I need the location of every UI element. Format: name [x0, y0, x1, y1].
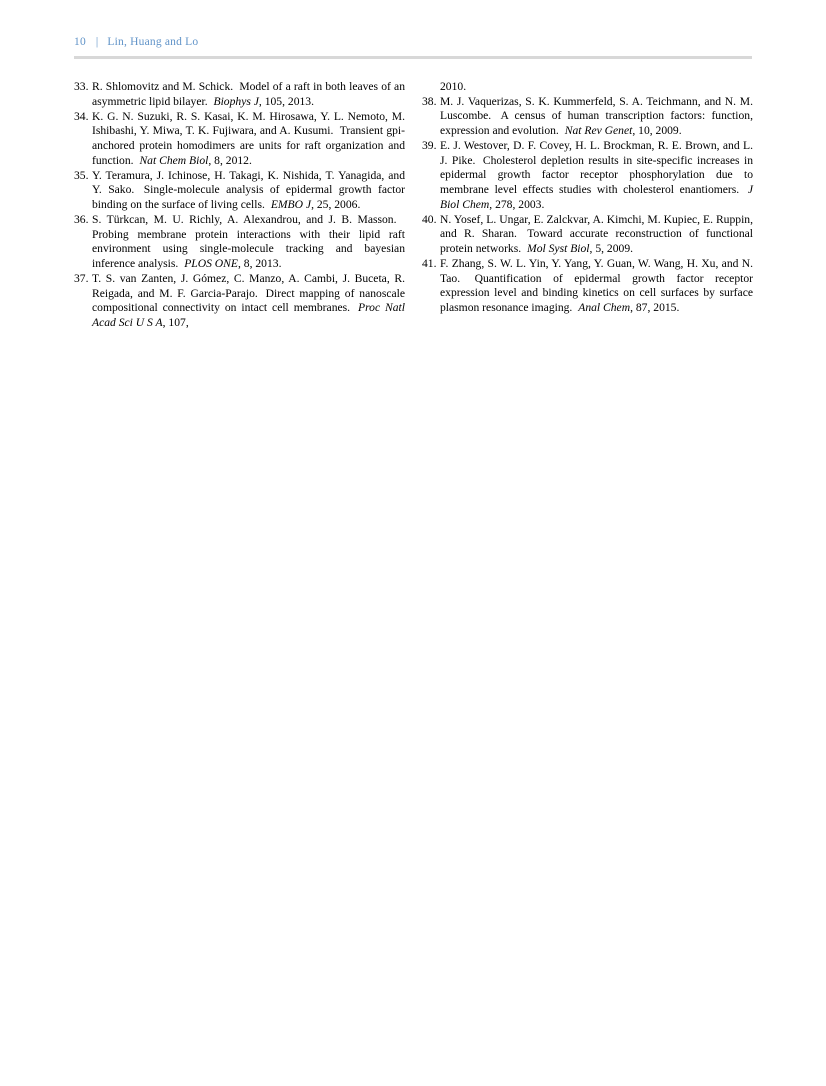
reference-year: 2013.	[287, 94, 314, 108]
reference-authors: N. Yosef, L. Ungar, E. Zalckvar, A. Kimchi, M. Kupiec, E. Ruppin, and R. Sharan.	[440, 212, 753, 241]
reference-journal: Mol Syst Biol	[527, 241, 590, 255]
reference-volume: 107,	[168, 316, 189, 329]
reference-entry: 38. M. J. Vaquerizas, S. K. Kummerfeld, S. A. Teichmann, and N. M. Luscombe. A census of human transcription factors: function, expression and evolution. Nat Rev Genet, 10, 2009.	[422, 94, 753, 137]
reference-title: Single-molecule analysis of epidermal growth factor binding on the surface of living cells.	[92, 183, 405, 211]
reference-year: 2003.	[518, 197, 545, 211]
reference-journal: Anal Chem	[578, 300, 631, 314]
reference-volume: 105	[264, 94, 283, 108]
header-rule	[74, 56, 752, 59]
reference-title: Direct mapping of nanoscale compositional connectivity on intact cell membranes.	[92, 286, 405, 315]
header-title: Lin, Huang and Lo	[107, 36, 199, 48]
reference-authors: R. Shlomovitz and M. Schick.	[92, 80, 234, 93]
reference-journal: EMBO J	[270, 198, 312, 211]
reference-entry: 34. K. G. N. Suzuki, R. S. Kasai, K. M. Hirosawa, Y. L. Nemoto, M. Ishibashi, Y. Miwa, T. K. Fujiwara, and A. Kusumi. Transient gpi-anchored protein homodimers are units for raft organization and function. Nat Chem Biol, 8, 2012.	[74, 109, 405, 167]
right-column	[422, 80, 753, 316]
reference-year: 2006.	[334, 198, 361, 211]
left-column	[74, 80, 405, 331]
reference-journal: PLOS ONE	[184, 257, 238, 270]
reference-number: 41.	[422, 257, 437, 270]
reference-number: 40.	[422, 212, 437, 226]
reference-title: A census of human transcription factors: function, expression and evolution.	[440, 109, 753, 137]
reference-number: 38.	[422, 94, 437, 108]
reference-year: 2015.	[653, 300, 680, 314]
reference-title: Probing membrane protein interactions with their lipid raft environment using single-molecule tracking and bayesian inference analysis.	[92, 227, 405, 270]
reference-title: Toward accurate reconstruction of functional protein networks.	[440, 227, 753, 255]
page-number: 10	[74, 36, 86, 48]
reference-year: 2013.	[255, 257, 282, 270]
reference-list-right	[422, 95, 753, 316]
reference-title: Transient gpi-anchored protein homodimers are units for raft organization and function.	[92, 124, 405, 167]
reference-title: Quantification of epidermal growth factor receptor expression level and binding kinetics on cell surfaces by surface plasmon resonance imaging.	[440, 271, 753, 314]
reference-number: 35.	[74, 168, 89, 182]
reference-authors: K. G. N. Suzuki, R. S. Kasai, K. M. Hirosawa, Y. L. Nemoto, M. Ishibashi, Y. Miwa, T. K. Fujiwara, and A. Kusumi.	[92, 109, 405, 138]
reference-list-left	[74, 80, 405, 331]
reference-authors: T. S. van Zanten, J. Gómez, C. Manzo, A. Cambi, J. Buceta, R. Reigada, and M. F. Garcia-Parajo.	[92, 272, 405, 300]
reference-year: 2012.	[225, 153, 252, 167]
reference-entry: 37. T. S. van Zanten, J. Gómez, C. Manzo, A. Cambi, J. Buceta, R. Reigada, and M. F. Garcia-Parajo. Direct mapping of nanoscale compositional connectivity on intact cell membranes. Proc Natl Acad Sci U S A, 107,	[74, 272, 405, 329]
reference-authors: M. J. Vaquerizas, S. K. Kummerfeld, S. A. Teichmann, and N. M. Luscombe.	[440, 94, 753, 123]
reference-volume: 87	[635, 300, 648, 314]
reference-authors: S. Türkcan, M. U. Richly, A. Alexandrou, and J. B. Masson.	[92, 213, 397, 227]
reference-entry: 35. Y. Teramura, J. Ichinose, H. Takagi, K. Nishida, T. Yanagida, and Y. Sako. Single-molecule analysis of epidermal growth factor binding on the surface of living cells. EMBO J, 25, 2006.	[74, 168, 405, 211]
reference-authors: Y. Teramura, J. Ichinose, H. Takagi, K. Nishida, T. Yanagida, and Y. Sako.	[92, 168, 405, 197]
running-header	[74, 34, 754, 50]
reference-title: Cholesterol depletion results in site-specific increases in epidermal growth factor receptor phosphorylation due to membrane level effects studies with cholesterol enantiomers.	[440, 153, 753, 196]
reference-journal: J Biol Chem	[440, 182, 753, 211]
reference-number: 39.	[422, 139, 437, 152]
reference-entry: 36. S. Türkcan, M. U. Richly, A. Alexandrou, and J. B. Masson. Probing membrane protein interactions with their lipid raft environment using single-molecule tracking and bayesian inference analysis. PLOS ONE, 8, 2013.	[74, 213, 405, 270]
reference-volume: 25	[316, 198, 329, 211]
reference-year: 2009.	[606, 241, 634, 255]
reference-authors: E. J. Westover, D. F. Covey, H. L. Brockman, R. E. Brown, and L. J. Pike.	[440, 139, 753, 167]
reference-entry: 40. N. Yosef, L. Ungar, E. Zalckvar, A. Kimchi, M. Kupiec, E. Ruppin, and R. Sharan. Toward accurate reconstruction of functional protein networks. Mol Syst Biol, 5, 2009.	[422, 212, 753, 255]
reference-entry: 33. R. Shlomovitz and M. Schick. Model of a raft in both leaves of an asymmetric lipid bilayer. Biophys J, 105, 2013.	[74, 80, 405, 108]
reference-volume: 8	[243, 257, 250, 270]
reference-journal: Nat Chem Biol	[139, 153, 209, 167]
reference-journal: Biophys J	[213, 94, 259, 108]
reference-number: 34.	[74, 109, 89, 123]
reference-number: 33.	[74, 80, 89, 93]
reference-journal: Nat Rev Genet	[564, 123, 633, 137]
reference-volume: 8	[214, 153, 220, 167]
reference-volume: 10	[638, 123, 650, 137]
reference-volume: 278	[495, 197, 513, 211]
reference-number: 37.	[74, 272, 89, 286]
reference-continuation: 2010.	[440, 80, 467, 93]
reference-journal: Proc Natl Acad Sci U S A	[92, 301, 405, 329]
reference-volume: 5	[595, 241, 602, 255]
reference-entry: 39. E. J. Westover, D. F. Covey, H. L. Brockman, R. E. Brown, and L. J. Pike. Cholesterol depletion results in site-specific increases in epidermal growth factor receptor phosphorylation due to membrane level effects studies with cholesterol enantiomers. J Biol Chem, 278, 2003.	[422, 139, 753, 211]
reference-authors: F. Zhang, S. W. L. Yin, Y. Yang, Y. Guan, W. Wang, H. Xu, and N. Tao.	[440, 257, 753, 285]
header-separator: |	[95, 36, 99, 48]
reference-number: 36.	[74, 213, 89, 227]
reference-entry: 41. F. Zhang, S. W. L. Yin, Y. Yang, Y. Guan, W. Wang, H. Xu, and N. Tao. Quantification of epidermal growth factor receptor expression level and binding kinetics on cell surfaces by surface plasmon resonance imaging. Anal Chem, 87, 2015.	[422, 257, 753, 314]
reference-year: 2009.	[655, 123, 682, 137]
reference-title: Model of a raft in both leaves of an asymmetric lipid bilayer.	[92, 80, 405, 108]
